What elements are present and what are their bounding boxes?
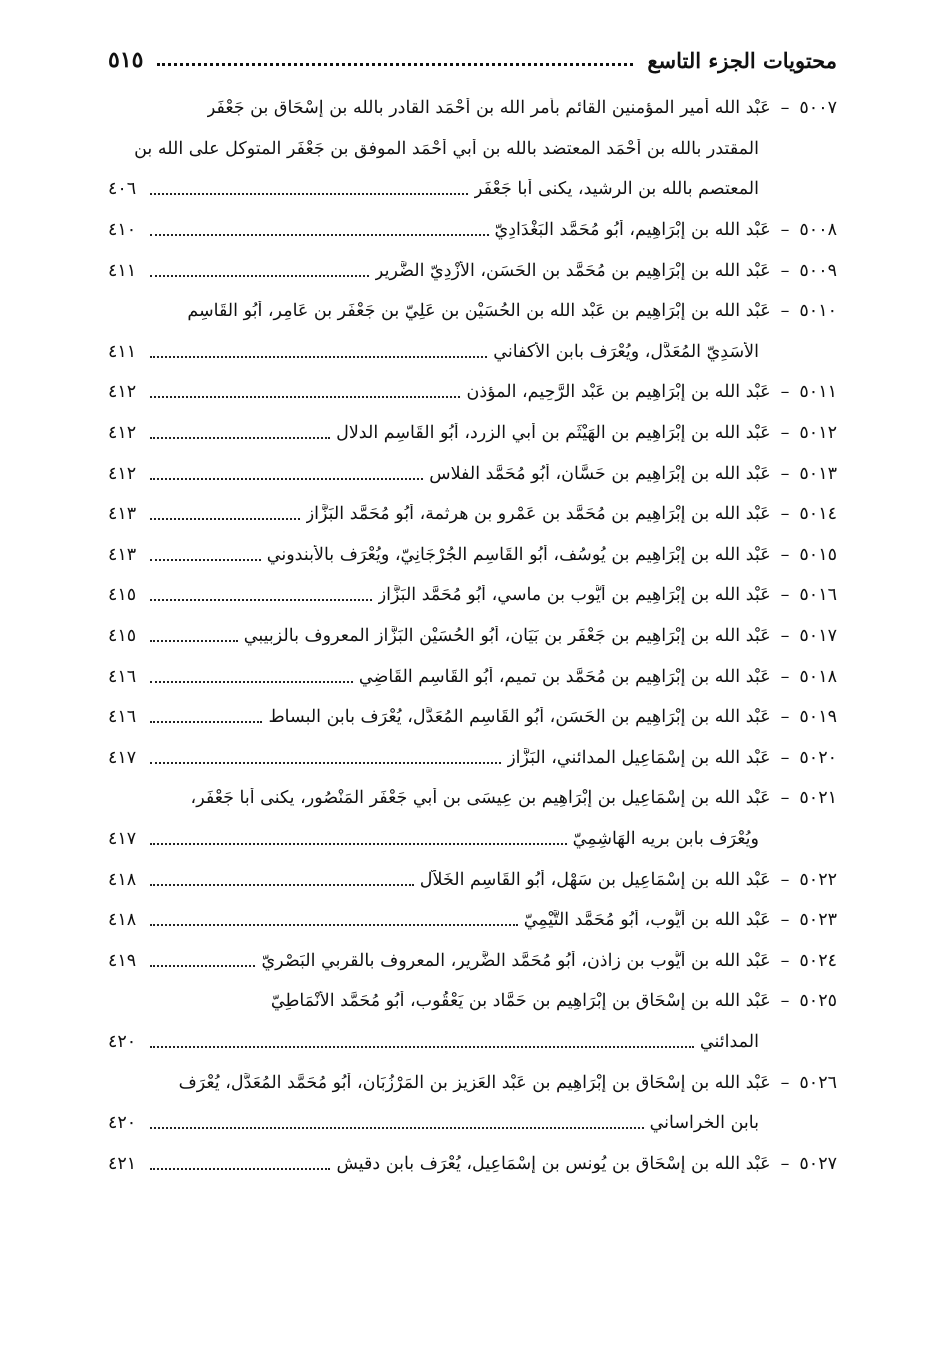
- entry-dash: –: [780, 463, 790, 484]
- toc-entry-line: [108, 778, 837, 819]
- entry-text: عَبْد الله بن إِسْحَاق بن يُونس بن إِسْمَاعِيل، يُعْرَف بابن دقيش: [336, 1153, 771, 1174]
- entry-text: عَبْد الله بن إِبْرَاهِيم بن الحَسَن، أَبُو القَاسِم المُعَدَّل، يُعْرَف بابن البساط: [268, 707, 771, 728]
- entry-dash: –: [780, 788, 790, 809]
- toc-entry-line: [108, 940, 837, 981]
- toc-entry: [108, 940, 837, 981]
- leader-dots: [150, 193, 468, 195]
- entry-dash: –: [780, 504, 790, 525]
- entry-text: عَبْد الله بن إِسْحَاق بن إِبْرَاهِيم بن حَمَّاد بن يَعْقُوب، أَبُو مُحَمَّد الأَنْمَاطِيّ: [270, 991, 771, 1012]
- entry-number: ٥٠١٤: [799, 504, 837, 525]
- toc-entry: [108, 1143, 837, 1184]
- entry-text: عَبْد الله بن إِبْرَاهِيم بن عَبْد الله بن الحُسَيْن بن عَلِيّ بن جَعْفَر بن عَامِر، أَبُو القَاسِم: [187, 301, 771, 322]
- entry-text: المقتدر بالله بن أَحْمَد المعتضد بالله بن أَبي أَحْمَد الموفق بن جَعْفَر المتوكل على الله بن: [134, 138, 759, 159]
- entry-page-number: ٤١٢: [108, 382, 137, 403]
- leader-dots: [150, 924, 518, 926]
- entry-number: ٥٠١٢: [799, 423, 837, 444]
- leader-dots: [150, 965, 255, 967]
- entry-text: عَبْد الله بن إِبْرَاهِيم بن حَسَّان، أَبُو مُحَمَّد الفلاس: [429, 463, 771, 484]
- toc-entry-line: [108, 291, 837, 332]
- toc-entry-line: [108, 1022, 837, 1063]
- header-title: محتويات الجزء التاسع: [647, 47, 837, 73]
- leader-dots: [150, 559, 261, 561]
- entry-page-number: ٤٢٠: [108, 1031, 137, 1052]
- entry-text: عَبْد الله بن إِسْمَاعِيل بن إِبْرَاهِيم بن عِيسَى بن أَبي جَعْفَر المَنْصُور، يكنى أبا جَعْفَر،: [190, 788, 771, 809]
- toc-entry-line: [108, 656, 837, 697]
- toc-entry: [108, 250, 837, 291]
- leader-dots: [150, 275, 369, 277]
- entry-page-number: ٤١٠: [108, 220, 137, 241]
- toc-entry: [108, 575, 837, 616]
- toc-entry: [108, 697, 837, 738]
- toc-entry-line: [108, 1062, 837, 1103]
- entry-text: عَبْد الله بن إِبْرَاهِيم بن جَعْفَر بن بَيَان، أَبُو الحُسَيْن البَزَّاز المعروف بالزبيبي: [243, 626, 771, 647]
- entry-page-number: ٤٢٠: [108, 1113, 137, 1134]
- entry-dash: –: [780, 991, 790, 1012]
- toc-entry-line: [108, 413, 837, 454]
- toc-entry-line: [108, 88, 837, 129]
- entry-page-number: ٤١٢: [108, 423, 137, 444]
- toc-entry-line: [108, 616, 837, 657]
- toc-entry-line: [108, 210, 837, 251]
- entry-text: ويُعْرَف بابن بريه الهَاشِمِيّ: [572, 828, 759, 849]
- entry-text: عَبْد الله بن إِبْرَاهِيم بن مُحَمَّد بن الحَسَن، الأَزْدِيّ الضَّرِير: [374, 260, 771, 281]
- leader-dots: [150, 396, 460, 398]
- entry-dash: –: [780, 544, 790, 565]
- leader-dots: [150, 884, 414, 886]
- entry-number: ٥٠٢٤: [799, 950, 837, 971]
- leader-dots: [150, 681, 353, 683]
- leader-dots: [150, 599, 372, 601]
- toc-entry: [108, 859, 837, 900]
- entry-text: المعتصم بالله بن الرشيد، يكنى أبا جَعْفَر: [474, 179, 759, 200]
- entry-dash: –: [780, 1153, 790, 1174]
- entry-number: ٥٠١٠: [799, 301, 837, 322]
- entry-text: عَبْد الله بن إِسْمَاعِيل المدائني، البَزَّاز: [507, 747, 771, 768]
- entry-number: ٥٠١٩: [799, 707, 837, 728]
- leader-dots: [150, 1046, 694, 1048]
- toc-entry-line: [108, 535, 837, 576]
- entry-dash: –: [780, 910, 790, 931]
- leader-dots: [150, 234, 489, 236]
- toc-entry: [108, 291, 837, 372]
- toc-entry-line: [108, 1103, 837, 1144]
- entry-page-number: ٤١٥: [108, 585, 137, 606]
- entry-text: بابن الخراساني: [649, 1113, 759, 1134]
- toc-entry: [108, 738, 837, 779]
- entry-dash: –: [780, 423, 790, 444]
- entry-page-number: ٤١٣: [108, 504, 137, 525]
- entry-page-number: ٤١٣: [108, 544, 137, 565]
- entry-dash: –: [780, 220, 790, 241]
- entry-dash: –: [780, 869, 790, 890]
- toc-entry: [108, 1062, 837, 1143]
- leader-dots: [150, 762, 501, 764]
- entry-dash: –: [780, 585, 790, 606]
- entry-page-number: ٤١٨: [108, 910, 137, 931]
- entry-page-number: ٤١٦: [108, 707, 137, 728]
- toc-entry-line: [108, 900, 837, 941]
- entry-text: عَبْد الله بن أَيُّوب، أَبُو مُحَمَّد التَّيْمِيّ: [523, 910, 771, 931]
- header-page-number: ٥١٥: [108, 47, 144, 73]
- entry-dash: –: [780, 950, 790, 971]
- entry-page-number: ٤١٧: [108, 828, 137, 849]
- entry-page-number: ٤١٧: [108, 747, 137, 768]
- entry-number: ٥٠٠٩: [799, 260, 837, 281]
- toc-entry-line: [108, 981, 837, 1022]
- toc-entry: [108, 413, 837, 454]
- entry-number: ٥٠٠٧: [799, 98, 837, 119]
- entry-page-number: ٤١٥: [108, 626, 137, 647]
- toc-entry: [108, 210, 837, 251]
- toc-entry-line: [108, 738, 837, 779]
- entry-dash: –: [780, 747, 790, 768]
- toc-entry-line: [108, 129, 837, 170]
- toc-entry: [108, 778, 837, 859]
- toc-entry-line: [108, 697, 837, 738]
- entry-number: ٥٠١٧: [799, 626, 837, 647]
- entry-dash: –: [780, 666, 790, 687]
- entry-text: عَبْد الله بن إِبْرَاهِيم بن عَبْد الرَّحِيم، المؤذن: [466, 382, 771, 403]
- entry-number: ٥٠٠٨: [799, 220, 837, 241]
- entry-page-number: ٤١٦: [108, 666, 137, 687]
- toc-entry: [108, 616, 837, 657]
- entry-text: عَبْد الله بن إِسْمَاعِيل بن سَهْل، أَبُو القَاسِم الخَلاَّل: [419, 869, 771, 890]
- entry-number: ٥٠١٣: [799, 463, 837, 484]
- header-leader-dots: [157, 63, 633, 66]
- leader-dots: [150, 478, 423, 480]
- entry-dash: –: [780, 626, 790, 647]
- entry-number: ٥٠٢٥: [799, 991, 837, 1012]
- entry-dash: –: [780, 98, 790, 119]
- toc-entry-line: [108, 1143, 837, 1184]
- entry-text: عَبْد الله بن إِبْرَاهِيم بن الهَيْثَم بن أَبي الزرد، أَبُو القَاسِم الدلال: [336, 423, 771, 444]
- entry-number: ٥٠٢٠: [799, 747, 837, 768]
- entry-dash: –: [780, 382, 790, 403]
- leader-dots: [150, 640, 238, 642]
- toc-entry: [108, 453, 837, 494]
- entry-text: عَبْد الله بن أَيُّوب بن زاذن، أَبُو مُحَمَّد الضَّرِير، المعروف بالقربي البَصْرِيّ: [261, 950, 771, 971]
- toc-entry-line: [108, 250, 837, 291]
- entry-page-number: ٤١٩: [108, 950, 137, 971]
- entry-page-number: ٤١١: [108, 260, 137, 281]
- toc-entry: [108, 535, 837, 576]
- entry-number: ٥٠٢٢: [799, 869, 837, 890]
- entry-number: ٥٠٢٣: [799, 910, 837, 931]
- toc-entry: [108, 88, 837, 210]
- entry-page-number: ٤١١: [108, 341, 137, 362]
- entry-number: ٥٠١٦: [799, 585, 837, 606]
- running-header: [108, 40, 837, 80]
- entry-text: المدائني: [699, 1031, 759, 1052]
- leader-dots: [150, 721, 262, 723]
- entry-text: عَبْد الله بن إِبْرَاهِيم، أَبُو مُحَمَّد البَغْدَادِيّ: [494, 220, 771, 241]
- entry-text: عَبْد الله بن إِسْحَاق بن إِبْرَاهِيم بن عَبْد العَزِيز بن المَرْزُبَان، أَبُو مُحَمَّد المُعَدَّل، يُعْرَف: [178, 1072, 771, 1093]
- leader-dots: [150, 356, 487, 358]
- toc-entry: [108, 372, 837, 413]
- entry-page-number: ٤١٢: [108, 463, 137, 484]
- entry-dash: –: [780, 1072, 790, 1093]
- toc-entry-line: [108, 169, 837, 210]
- entry-page-number: ٤٠٦: [108, 179, 137, 200]
- entry-page-number: ٤٢١: [108, 1153, 137, 1174]
- toc-entry: [108, 494, 837, 535]
- leader-dots: [150, 1168, 330, 1170]
- entry-number: ٥٠٢٦: [799, 1072, 837, 1093]
- toc-entry-line: [108, 372, 837, 413]
- toc-entry: [108, 900, 837, 941]
- entry-number: ٥٠١٨: [799, 666, 837, 687]
- entry-text: عَبْد الله بن إِبْرَاهِيم بن مُحَمَّد بن تميم، أَبُو القَاسِم القَاضِي: [358, 666, 771, 687]
- toc-entry-line: [108, 453, 837, 494]
- entry-number: ٥٠١١: [799, 382, 837, 403]
- entry-number: ٥٠٢١: [799, 788, 837, 809]
- toc-entry: [108, 656, 837, 697]
- leader-dots: [150, 437, 330, 439]
- toc-entry-line: [108, 494, 837, 535]
- toc-entry-line: [108, 819, 837, 860]
- toc-entry-line: [108, 575, 837, 616]
- entry-number: ٥٠١٥: [799, 544, 837, 565]
- entry-dash: –: [780, 301, 790, 322]
- toc-entry-line: [108, 332, 837, 373]
- entry-number: ٥٠٢٧: [799, 1153, 837, 1174]
- toc-entry-line: [108, 859, 837, 900]
- entry-dash: –: [780, 260, 790, 281]
- leader-dots: [150, 1127, 644, 1129]
- entry-text: الأَسَدِيّ المُعَدَّل، ويُعْرَف بابن الأكفاني: [493, 341, 759, 362]
- toc-entry: [108, 981, 837, 1062]
- entry-text: عَبْد الله بن إِبْرَاهِيم بن يُوسُف، أَبُو القَاسِم الجُرْجَانِيّ، ويُعْرَف بالأبندوني: [266, 544, 771, 565]
- entry-page-number: ٤١٨: [108, 869, 137, 890]
- entry-text: عَبْد الله بن إِبْرَاهِيم بن أَيُّوب بن ماسي، أَبُو مُحَمَّد البَزَّاز: [377, 585, 771, 606]
- entry-text: عَبْد الله بن إِبْرَاهِيم بن مُحَمَّد بن عَمْرو بن هرثمة، أَبُو مُحَمَّد البَزَّاز: [305, 504, 771, 525]
- toc-entries: [108, 88, 837, 1184]
- entry-dash: –: [780, 707, 790, 728]
- entry-text: عَبْد الله أمير المؤمنين القائم بأمر الله بن أَحْمَد القادر بالله بن إِسْحَاق بن جَعْفَر: [206, 98, 771, 119]
- leader-dots: [150, 518, 300, 520]
- leader-dots: [150, 843, 567, 845]
